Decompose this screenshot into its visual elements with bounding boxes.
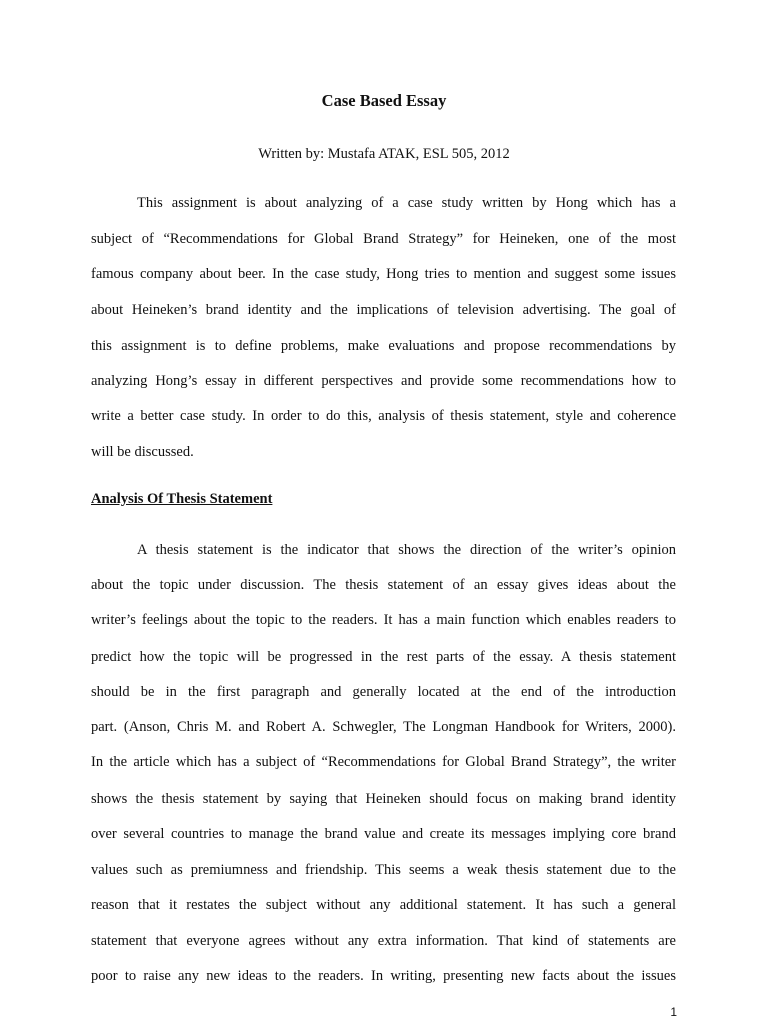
section-paragraph-line: about the topic under discussion. The thesis statement of an essay gives ideas about the [91,577,676,593]
section-paragraph-line: predict how the topic will be progressed in the rest parts of the essay. A thesis statement [91,649,676,665]
page-number: 1 [670,1005,677,1019]
intro-paragraph-line: write a better case study. In order to do this, analysis of thesis statement, style and coherence [91,408,676,424]
intro-paragraph-line: analyzing Hong’s essay in different perspectives and provide some recommendations how to [91,373,676,389]
section-paragraph-line: statement that everyone agrees without any extra information. That kind of statements are [91,933,676,949]
intro-paragraph-line: subject of “Recommendations for Global Brand Strategy” for Heineken, one of the most [91,231,676,247]
intro-paragraph-line: will be discussed. [91,444,194,460]
section-paragraph-line: A thesis statement is the indicator that shows the direction of the writer’s opinion [137,542,676,558]
section-paragraph-line: writer’s feelings about the topic to the readers. It has a main function which enables readers to [91,612,676,628]
section-paragraph-line: poor to raise any new ideas to the readers. In writing, presenting new facts about the issues [91,968,676,984]
section-heading: Analysis Of Thesis Statement [91,491,273,507]
intro-paragraph-line: This assignment is about analyzing of a case study written by Hong which has a [137,195,676,211]
section-paragraph-line: over several countries to manage the brand value and create its messages implying core brand [91,826,676,842]
section-paragraph-line: part. (Anson, Chris M. and Robert A. Schwegler, The Longman Handbook for Writers, 2000). [91,719,676,735]
document-title: Case Based Essay [321,91,447,110]
section-paragraph-line: values such as premiumness and friendship. This seems a weak thesis statement due to the [91,862,676,878]
section-paragraph-line: In the article which has a subject of “Recommendations for Global Brand Strategy”, the writer [91,754,676,770]
author-byline: Written by: Mustafa ATAK, ESL 505, 2012 [258,146,510,162]
intro-paragraph-line: this assignment is to define problems, make evaluations and propose recommendations by [91,338,676,354]
intro-paragraph-line: famous company about beer. In the case study, Hong tries to mention and suggest some issues [91,266,676,282]
intro-paragraph-line: about Heineken’s brand identity and the implications of television advertising. The goal of [91,302,676,318]
section-paragraph-line: shows the thesis statement by saying that Heineken should focus on making brand identity [91,791,676,807]
section-paragraph-line: reason that it restates the subject without any additional statement. It has such a general [91,897,676,913]
section-paragraph-line: should be in the first paragraph and generally located at the end of the introduction [91,684,676,700]
